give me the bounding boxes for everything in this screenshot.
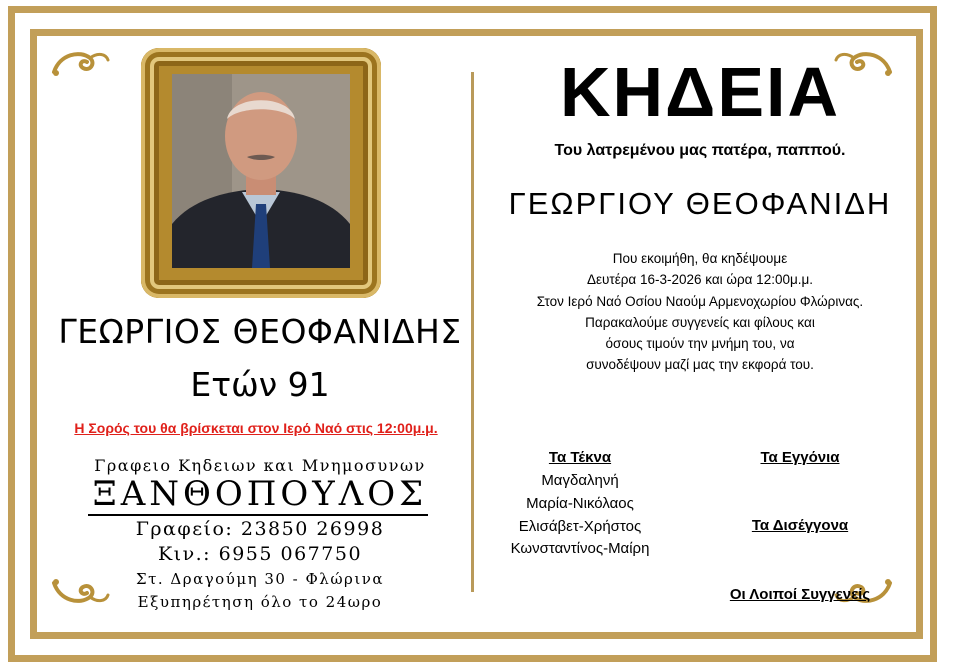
body-line: Παρακαλούμε συγγενείς και φίλους και	[585, 314, 815, 330]
body-line: συνοδέψουν μαζί μας την εκφορά του.	[586, 357, 814, 373]
deceased-age: Ετών 91	[190, 365, 330, 404]
grandchildren-heading: Τα Εγγόνια	[760, 449, 840, 466]
announcement-body	[480, 248, 920, 376]
other-relatives-heading: Οι Λοιποί Συγγενείς	[729, 586, 871, 603]
body-line: Δευτέρα 16-3-2026 και ώρα 12:00μ.μ.	[586, 272, 814, 288]
child-name: Ελισάβετ-Χρήστος	[518, 518, 642, 535]
page-title: ΚΗΔΕΙΑ	[559, 53, 841, 131]
intro-line: Του λατρεμένου μας πατέρα, παππού.	[554, 142, 846, 159]
children-heading: Τα Τέκνα	[548, 449, 612, 466]
mobile-phone: Κιν.: 6955 067750	[157, 543, 363, 565]
scroll-ornament-icon	[50, 46, 112, 80]
portrait-photo	[172, 74, 350, 268]
funeral-home-name: ΞΑΝΘΟΠΟΥΛΟΣ	[92, 474, 428, 514]
great-grandchildren-heading: Τα Δισέγγονα	[751, 517, 849, 534]
body-line: Στον Ιερό Ναό Οσίου Ναούμ Αρμενοχωρίου Φλώρινας.	[536, 293, 864, 309]
divider-line	[88, 514, 428, 516]
deceased-name-genitive: ΓΕΩΡΓΙΟΥ ΘΕΟΦΑΝΙΔΗ	[508, 186, 892, 221]
child-name: Μαρία-Νικόλαος	[526, 495, 634, 512]
child-name: Μαγδαληνή	[541, 472, 619, 489]
viewing-notice: Η Σορός του θα βρίσκεται στον Ιερό Ναό στις 12:00μ.μ.	[74, 420, 438, 436]
funeral-home-title: Γραφειο Κηδειων και Μνημοσυνων	[94, 456, 426, 475]
service-hours: Εξυπηρέτηση όλο το 24ωρο	[137, 593, 383, 611]
office-phone: Γραφείο: 23850 26998	[135, 518, 385, 540]
body-line: όσους τιμούν την μνήμη του, να	[605, 336, 795, 352]
address: Στ. Δραγούμη 30 - Φλώρινα	[135, 570, 384, 588]
body-line: Που εκοιμήθη, θα κηδέψουμε	[612, 251, 788, 266]
deceased-name: ΓΕΩΡΓΙΟΣ ΘΕΟΦΑΝΙΔΗΣ	[58, 312, 462, 351]
child-name: Κωνσταντίνος-Μαίρη	[510, 540, 650, 557]
